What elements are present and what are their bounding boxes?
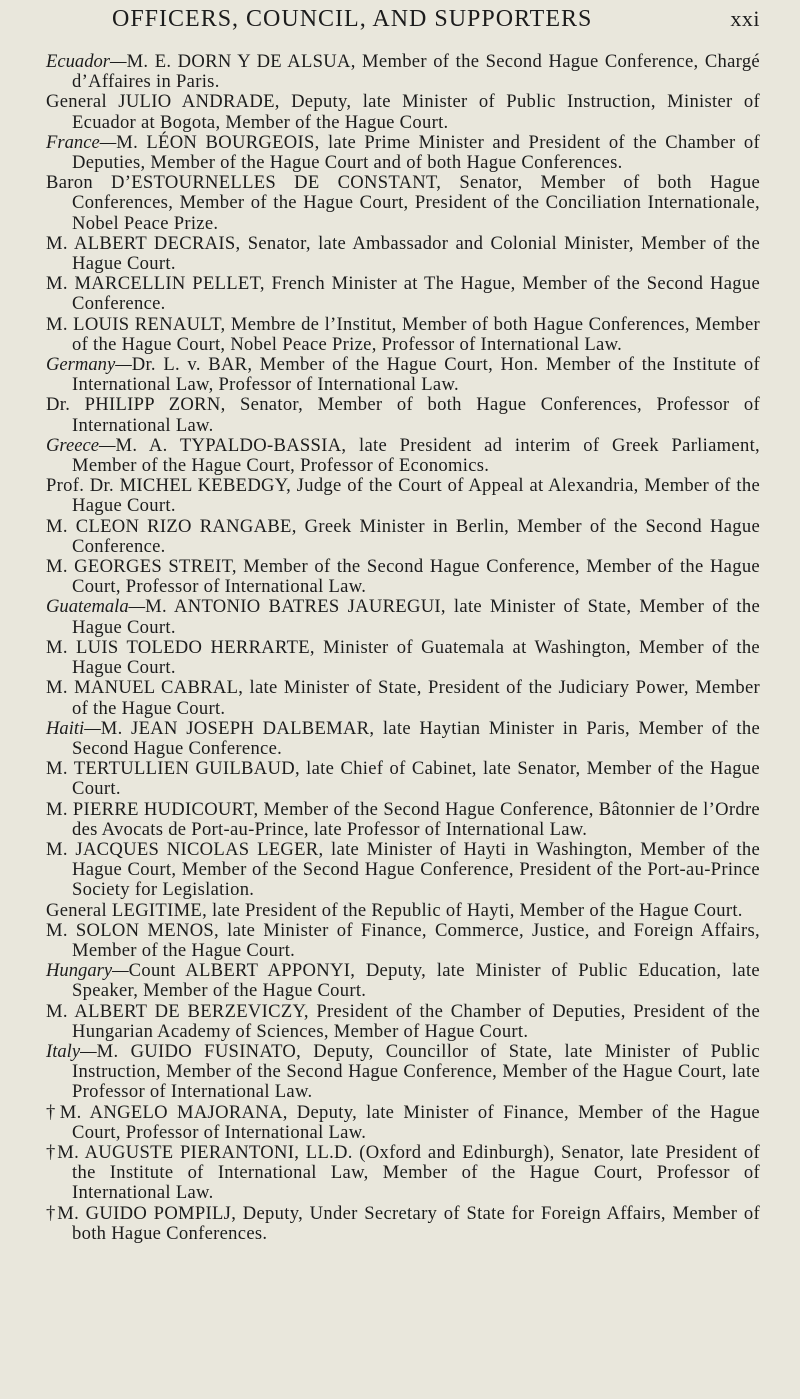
list-entry (46, 52, 760, 92)
list-entry (46, 476, 760, 516)
country-label: Germany— (46, 354, 132, 376)
list-entry (46, 840, 760, 901)
entry-text: M. ALBERT DECRAIS, Senator, late Ambassador and Colonial Minister, Member of the Hague Court. (46, 232, 760, 275)
country-label: Ecuador— (46, 51, 127, 72)
list-entry (46, 719, 760, 759)
country-label: Haiti— (46, 717, 101, 739)
entry-text: M. A. TYPALDO-BASSIA, late President ad interim of Greek Parliament, Member of the Hague Court, Professor of Economics. (72, 434, 760, 477)
entry-text: M. E. DORN Y DE ALSUA, Member of the Second Hague Conference, Chargé d’Affaires in Paris. (72, 51, 760, 93)
entry-text: M. GEORGES STREIT, Member of the Second Hague Conference, Member of the Hague Court, Professor of International Law. (46, 556, 760, 598)
list-entry (46, 901, 760, 921)
entry-text: M. JACQUES NICOLAS LEGER, late Minister of Hayti in Washington, Member of the Hague Court, Member of the Second Hague Conference, President of the Port-au-Prince Society for Legislation. (46, 838, 760, 901)
officers-list (46, 52, 760, 1244)
entry-text: Count ALBERT APPONYI, Deputy, late Minister of Public Education, late Speaker, Member of the Hague Court. (72, 960, 760, 1002)
list-entry (46, 1103, 760, 1143)
entry-text: M. LÉON BOURGEOIS, late Prime Minister and President of the Chamber of Deputies, Member of the Hague Court and of both Hague Conferences. (72, 131, 760, 174)
list-entry (46, 678, 760, 718)
entry-text: M. MANUEL CABRAL, late Minister of State, President of the Judiciary Power, Member of the Hague Court. (46, 677, 760, 719)
country-label: France— (46, 131, 117, 153)
country-label: Hungary— (46, 960, 129, 982)
list-entry (46, 173, 760, 234)
entry-text: M. ALBERT DE BERZEVICZY, President of the Chamber of Deputies, President of the Hungarian Academy of Sciences, Member of Hague Court. (46, 1000, 760, 1042)
page-number: xxi (730, 6, 760, 31)
entry-text: Dr. PHILIPP ZORN, Senator, Member of both Hague Conferences, Professor of International Law. (46, 394, 760, 436)
country-label: Greece— (46, 434, 116, 456)
list-entry (46, 133, 760, 173)
list-entry (46, 315, 760, 355)
running-header (46, 0, 760, 44)
entry-text: General JULIO ANDRADE, Deputy, late Minister of Public Instruction, Minister of Ecuador at Bogota, Member of the Hague Court. (46, 91, 760, 133)
list-entry (46, 517, 760, 557)
list-entry (46, 395, 760, 435)
list-entry (46, 1042, 760, 1103)
list-entry (46, 274, 760, 314)
list-entry (46, 638, 760, 678)
entry-text: M. MARCELLIN PELLET, French Minister at The Hague, Member of the Second Hague Conference. (46, 273, 760, 315)
list-entry (46, 234, 760, 274)
list-entry (46, 921, 760, 961)
entry-text: M. CLEON RIZO RANGABE, Greek Minister in Berlin, Member of the Second Hague Conference. (46, 515, 760, 557)
entry-text: Dr. L. v. BAR, Member of the Hague Court, Hon. Member of the Institute of International Law, Professor of International Law. (72, 354, 760, 396)
list-entry (46, 1204, 760, 1244)
entry-text: M. JEAN JOSEPH DALBEMAR, late Haytian Minister in Paris, Member of the Second Hague Conference. (72, 717, 760, 759)
country-label: Italy— (46, 1040, 97, 1062)
entry-text: M. LOUIS RENAULT, Membre de l’Institut, Member of both Hague Conferences, Member of the Hague Court, Nobel Peace Prize, Professor of International Law. (46, 313, 760, 355)
country-label: Guatemala— (46, 596, 146, 618)
list-entry (46, 1143, 760, 1204)
entry-text: M. GUIDO FUSINATO, Deputy, Councillor of State, late Minister of Public Instruction, Member of the Second Hague Conference, Member of the Hague Court, late Professor of International Law. (72, 1040, 760, 1103)
running-title: OFFICERS, COUNCIL, AND SUPPORTERS (112, 6, 593, 32)
list-entry (46, 92, 760, 132)
list-entry (46, 961, 760, 1001)
list-entry (46, 557, 760, 597)
entry-text: M. TERTULLIEN GUILBAUD, late Chief of Cabinet, late Senator, Member of the Hague Court. (46, 758, 760, 800)
entry-text: M. SOLON MENOS, late Minister of Finance, Commerce, Justice, and Foreign Affairs, Member of the Hague Court. (46, 919, 760, 961)
entry-text: M. PIERRE HUDICOURT, Member of the Second Hague Conference, Bâtonnier de l’Ordre des Avocats de Port-au-Prince, late Professor of International Law. (46, 798, 760, 840)
entry-text: †M. GUIDO POMPILJ, Deputy, Under Secretary of State for Foreign Affairs, Member of both Hague Conferences. (46, 1202, 760, 1244)
entry-text: M. LUIS TOLEDO HERRARTE, Minister of Guatemala at Washington, Member of the Hague Court. (46, 636, 760, 679)
entry-text: Prof. Dr. MICHEL KEBEDGY, Judge of the Court of Appeal at Alexandria, Member of the Hague Court. (46, 475, 760, 517)
entry-text: General LEGITIME, late President of the Republic of Hayti, Member of the Hague Court. (46, 899, 743, 921)
list-entry (46, 1002, 760, 1042)
entry-text: Baron D’ESTOURNELLES DE CONSTANT, Senator, Member of both Hague Conferences, Member of the Hague Court, President of the Conciliation Internationale, Nobel Peace Prize. (46, 172, 760, 234)
list-entry (46, 355, 760, 395)
entry-text: †M. ANGELO MAJORANA, Deputy, late Minister of Finance, Member of the Hague Court, Professor of International Law. (46, 1101, 760, 1143)
list-entry (46, 759, 760, 799)
entry-text: †M. AUGUSTE PIERANTONI, LL.D. (Oxford and Edinburgh), Senator, late President of the Institute of International Law, Member of the Hague Court, Professor of International Law. (46, 1141, 760, 1204)
entry-text: M. ANTONIO BATRES JAUREGUI, late Minister of State, Member of the Hague Court. (72, 596, 760, 638)
list-entry (46, 597, 760, 637)
list-entry (46, 800, 760, 840)
list-entry (46, 436, 760, 476)
